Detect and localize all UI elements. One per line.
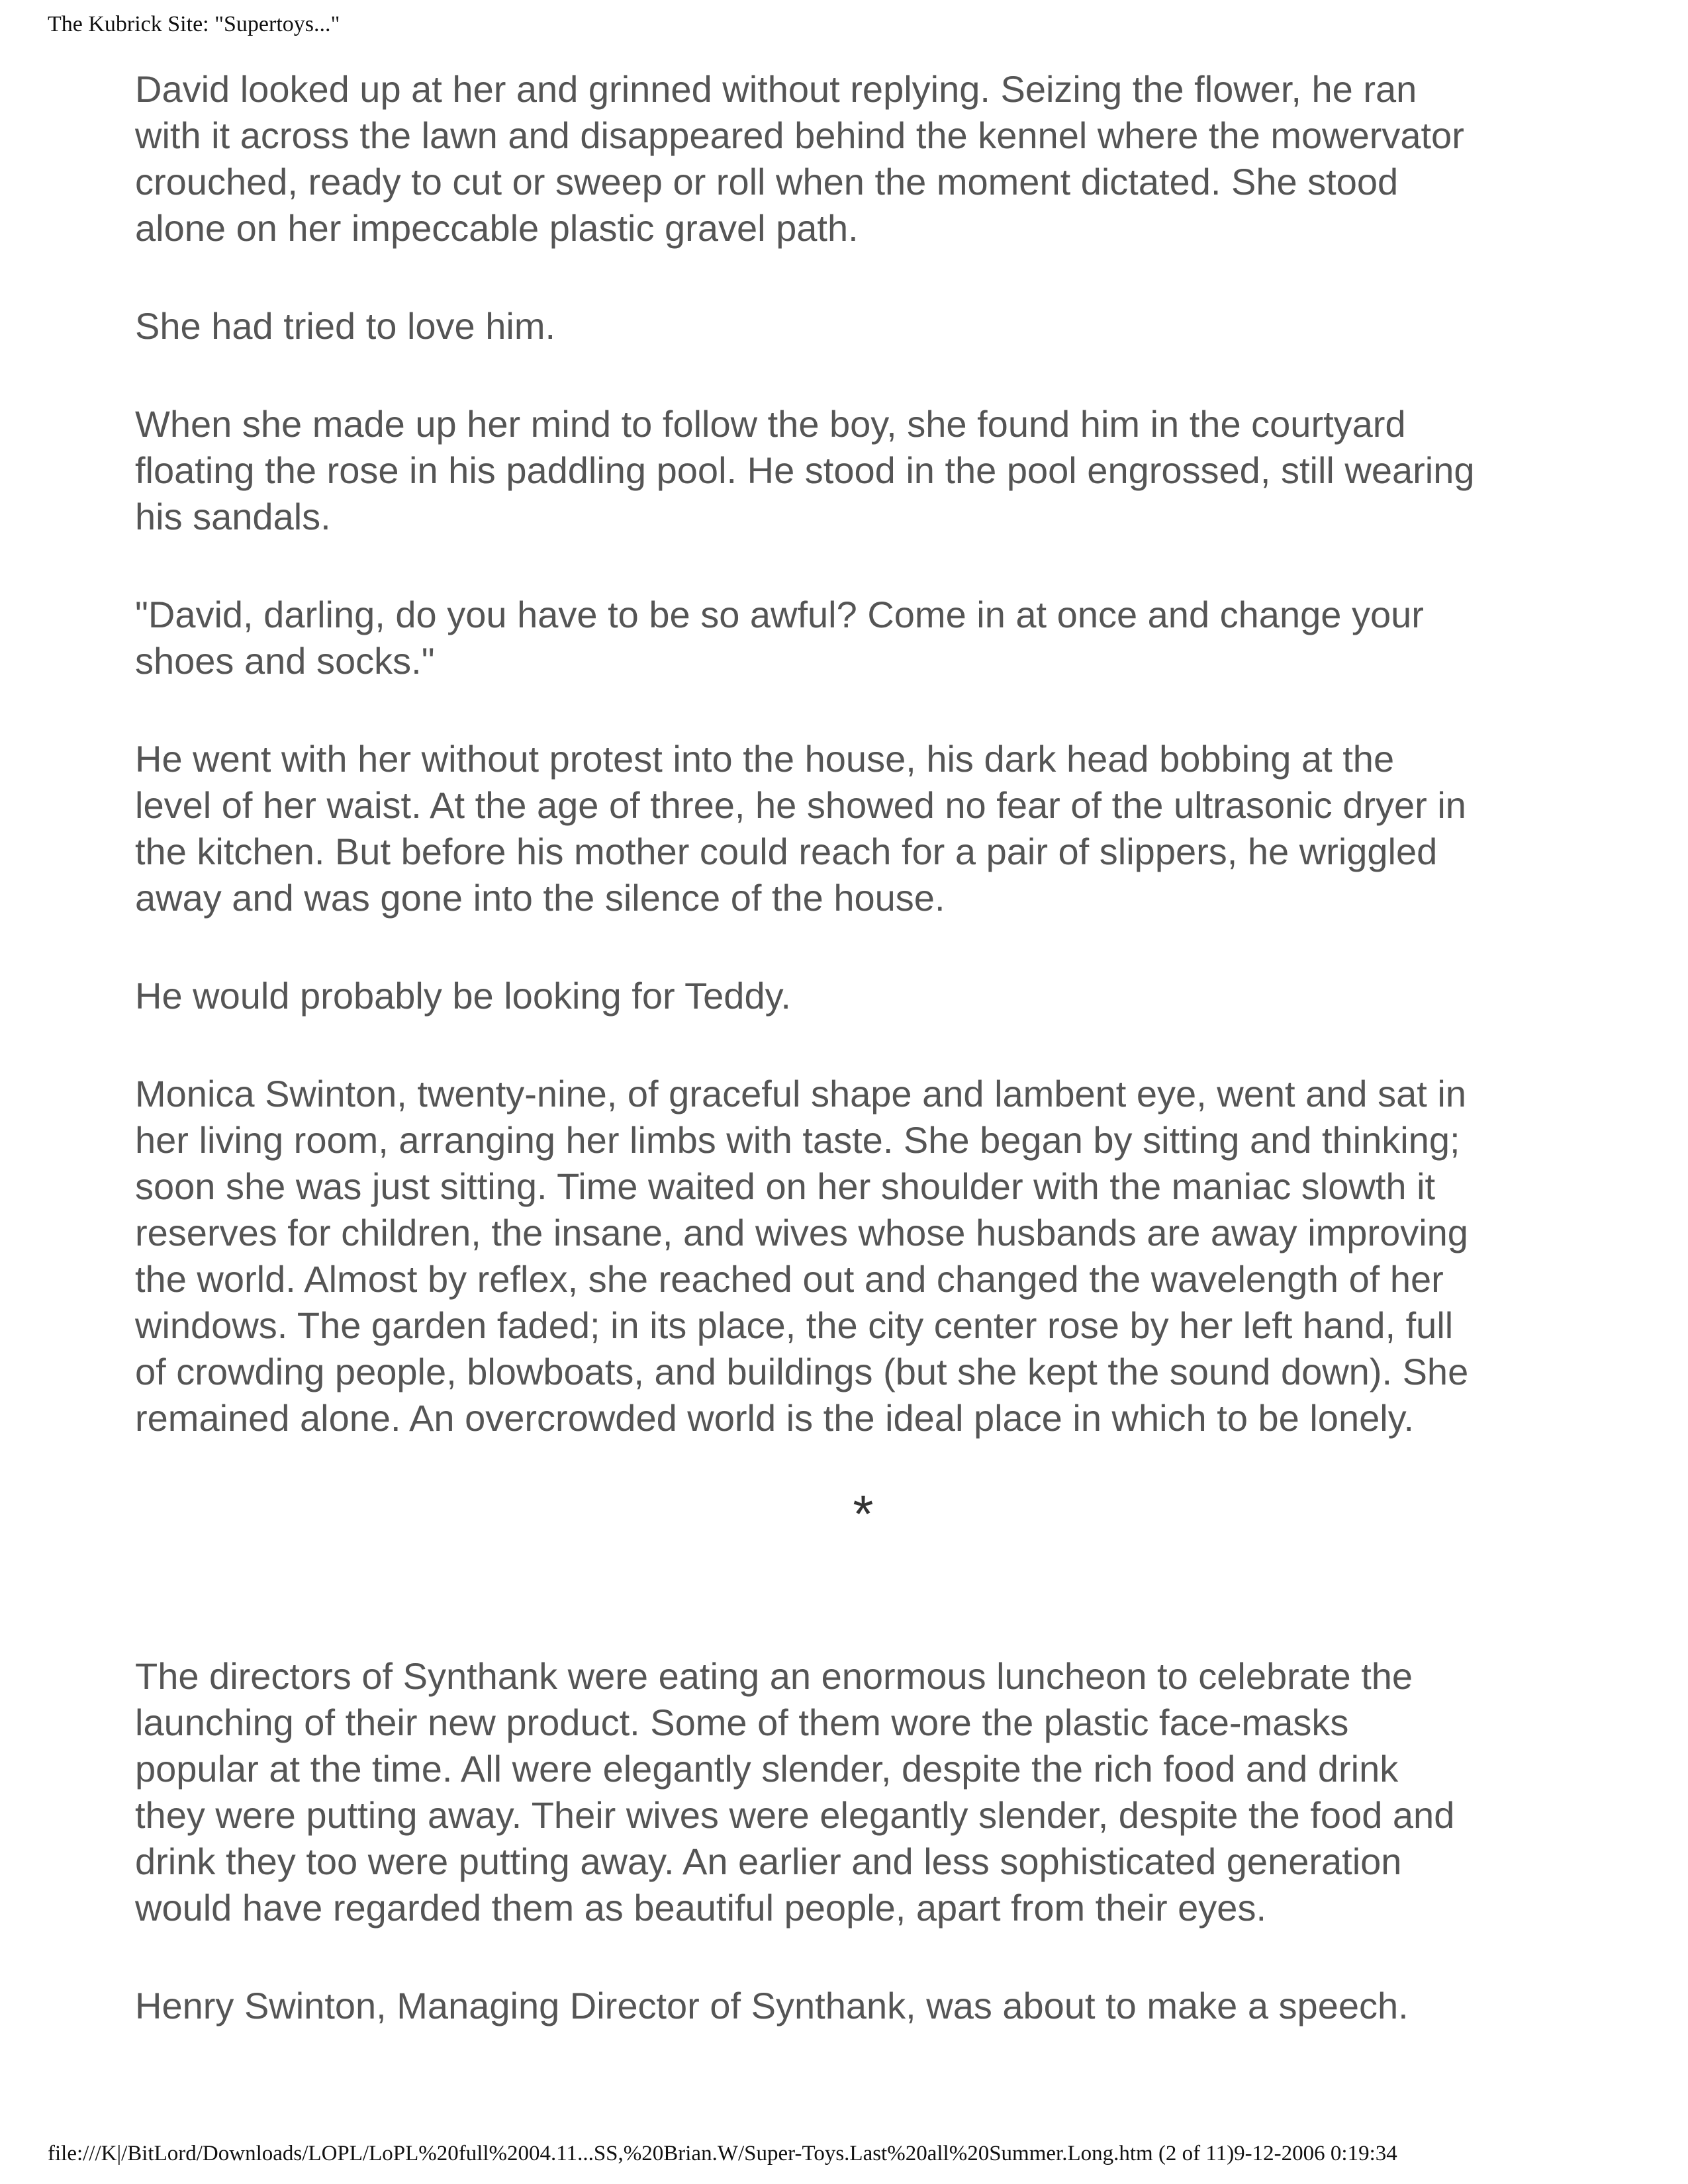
- section-separator: *: [853, 1484, 874, 1543]
- paragraph: He would probably be looking for Teddy.: [135, 975, 791, 1017]
- paragraph: She had tried to love him.: [135, 305, 556, 347]
- article-body: [135, 66, 1552, 2081]
- paragraph: David looked up at her and grinned without replying. Seizing the flower, he ran with it across the lawn and disappeared behind the kennel where the mowervator crouched, ready to cut or sweep or roll when the moment dictated. She stood alone on her impeccable plastic gravel path.: [135, 68, 1464, 249]
- paragraph: He went with her without protest into the house, his dark head bobbing at the level of her waist. At the age of three, he showed no fear of the ultrasonic dryer in the kitchen. But before his mother could reach for a pair of slippers, he wriggled away and was gone into the silence of the house.: [135, 738, 1466, 919]
- paragraph: Henry Swinton, Managing Director of Synthank, was about to make a speech.: [135, 1985, 1409, 2026]
- paragraph: The directors of Synthank were eating an enormous luncheon to celebrate the launching of their new product. Some of them wore the plastic face-masks popular at the time. All were elegantly slender, despite the rich food and drink they were putting away. Their wives were elegantly slender, despite the food and drink they too were putting away. An earlier and less sophisticated generation would have regarded them as beautiful people, apart from their eyes.: [135, 1655, 1455, 1929]
- paragraph: When she made up her mind to follow the boy, she found him in the courtyard floating the rose in his paddling pool. He stood in the pool engrossed, still wearing his sandals.: [135, 403, 1475, 537]
- paragraph: Monica Swinton, twenty-nine, of graceful shape and lambent eye, went and sat in her living room, arranging her limbs with taste. She began by sitting and thinking; soon she was just sitting. Time waited on her shoulder with the maniac slowth it reserves for children, the insane, and wives whose husbands are away improving the world. Almost by reflex, she reached out and changed the wavelength of her windows. The garden faded; in its place, the city center rose by her left hand, full of crowding people, blowboats, and buildings (but she kept the sound down). She remained alone. An overcrowded world is the ideal place in which to be lonely.: [135, 1073, 1469, 1439]
- page-footer-url: file:///K|/BitLord/Downloads/LOPL/LoPL%20full%2004.11...SS,%20Brian.W/Super-Toys.Last%20all%20Summer.Long.htm (2 of 11)9-12-2006 0:19:34: [48, 2142, 1397, 2165]
- paragraph: "David, darling, do you have to be so awful? Come in at once and change your shoes and socks.": [135, 594, 1424, 682]
- page-header-title: The Kubrick Site: "Supertoys...": [48, 12, 340, 36]
